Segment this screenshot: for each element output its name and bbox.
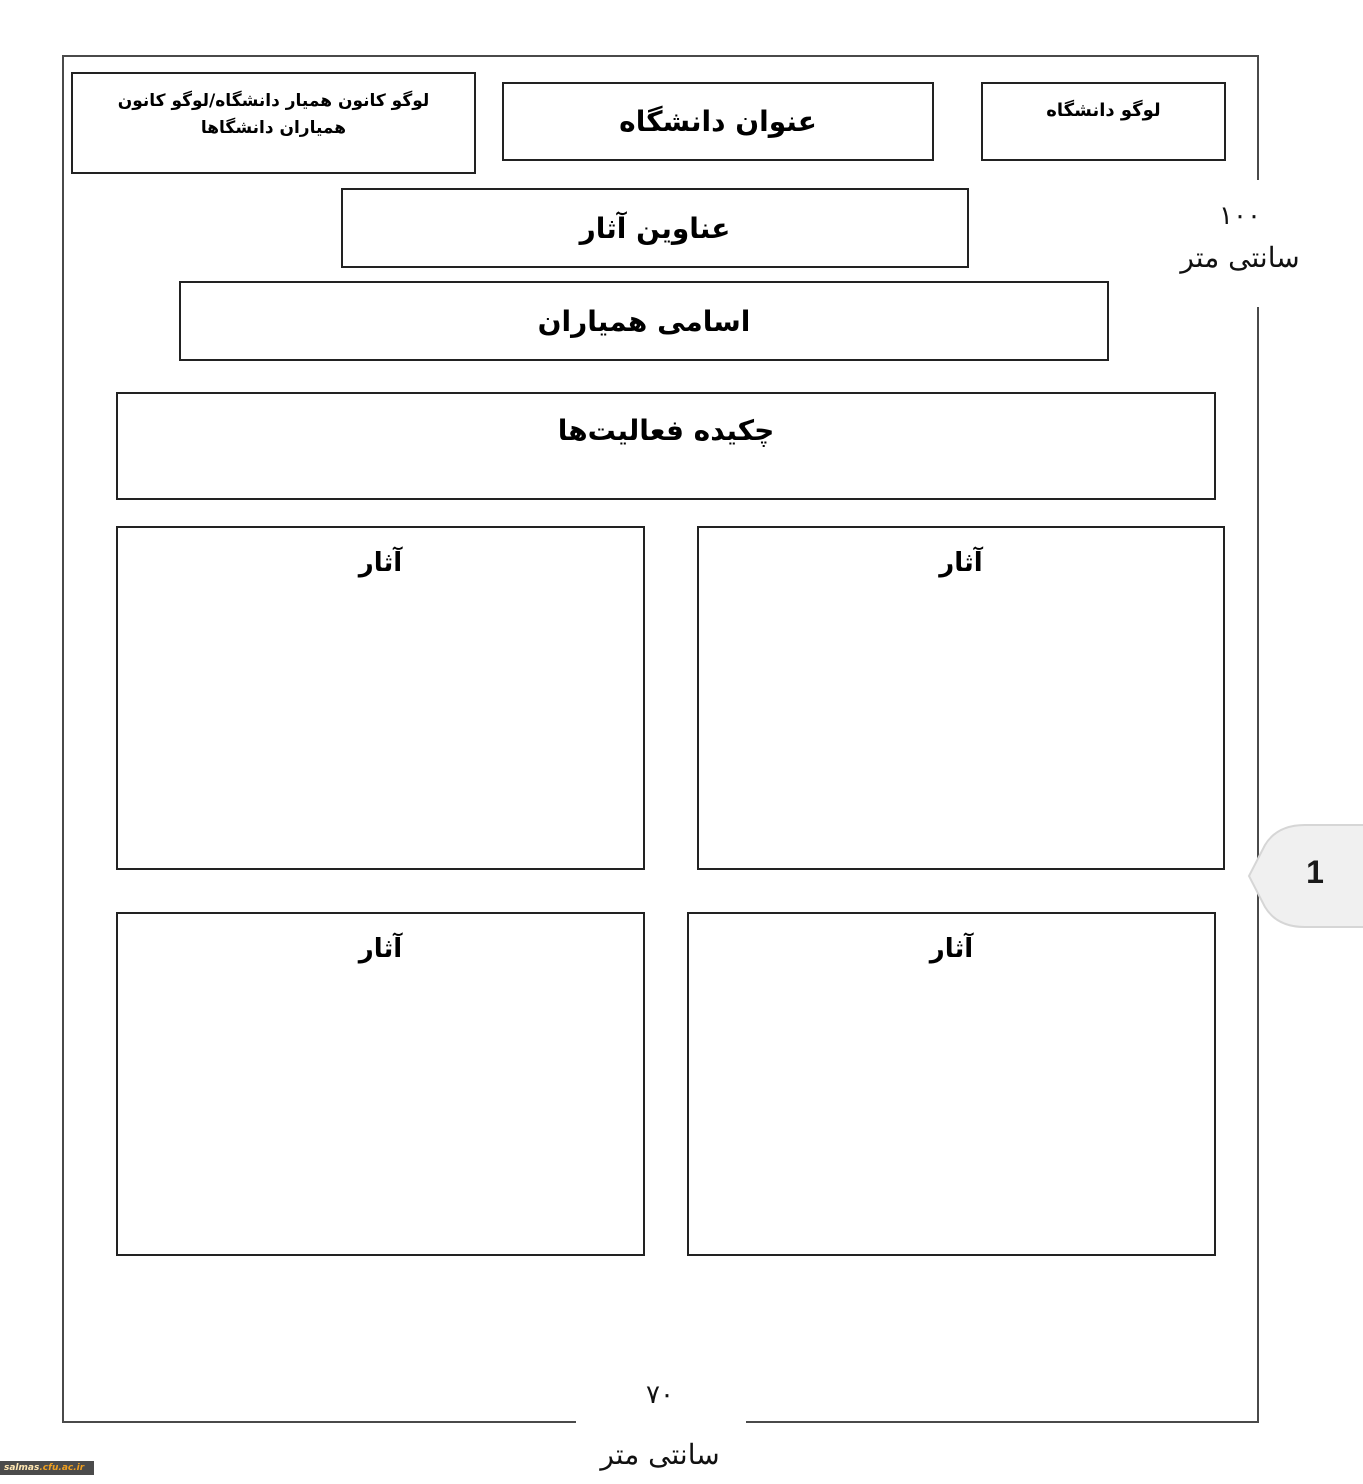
- page-number-tab[interactable]: [1247, 823, 1363, 929]
- frame-right-border-upper: [1257, 55, 1259, 180]
- work-label: آثار: [939, 548, 983, 578]
- cfu-logo-placeholder: [71, 72, 476, 174]
- watermark-part2: .cfu.ac.ir: [39, 1463, 85, 1473]
- work-placeholder: [116, 912, 645, 1256]
- watermark-part1: salmas: [4, 1463, 40, 1473]
- site-watermark: [0, 1461, 94, 1475]
- collaborators-label: اسامی همیاران: [537, 304, 751, 338]
- height-unit: سانتی متر: [1180, 241, 1300, 274]
- university-title-label: عنوان دانشگاه: [619, 105, 817, 138]
- height-dimension: [1170, 196, 1310, 280]
- frame-bottom-border-left: [62, 1421, 576, 1423]
- work-placeholder: [697, 526, 1225, 870]
- work-placeholder: [687, 912, 1216, 1256]
- university-logo-label: لوگو دانشگاه: [1046, 100, 1161, 121]
- work-placeholder: [116, 526, 645, 870]
- works-titles-label: عناوین آثار: [579, 211, 731, 245]
- collaborators-placeholder: [179, 281, 1109, 361]
- height-value: ۱۰۰: [1219, 201, 1261, 231]
- university-title-placeholder: [502, 82, 934, 161]
- page-number: 1: [1306, 854, 1324, 890]
- work-label: آثار: [929, 934, 974, 964]
- works-titles-placeholder: [341, 188, 969, 268]
- activity-summary-label: چکیده فعالیت‌ها: [557, 414, 775, 447]
- width-dimension-unit: سانتی متر: [600, 1438, 720, 1471]
- cfu-logo-label: لوگو کانون همیار دانشگاه/لوگو کانون همیاران دانشگاها: [117, 91, 430, 139]
- work-label: آثار: [358, 548, 403, 578]
- frame-top-border: [62, 55, 1259, 57]
- width-dimension-value: ۷۰: [646, 1380, 674, 1410]
- frame-bottom-border-right: [746, 1421, 1259, 1423]
- frame-left-border: [62, 55, 64, 1423]
- activity-summary-placeholder: [116, 392, 1216, 500]
- university-logo-placeholder: [981, 82, 1226, 161]
- work-label: آثار: [358, 934, 403, 964]
